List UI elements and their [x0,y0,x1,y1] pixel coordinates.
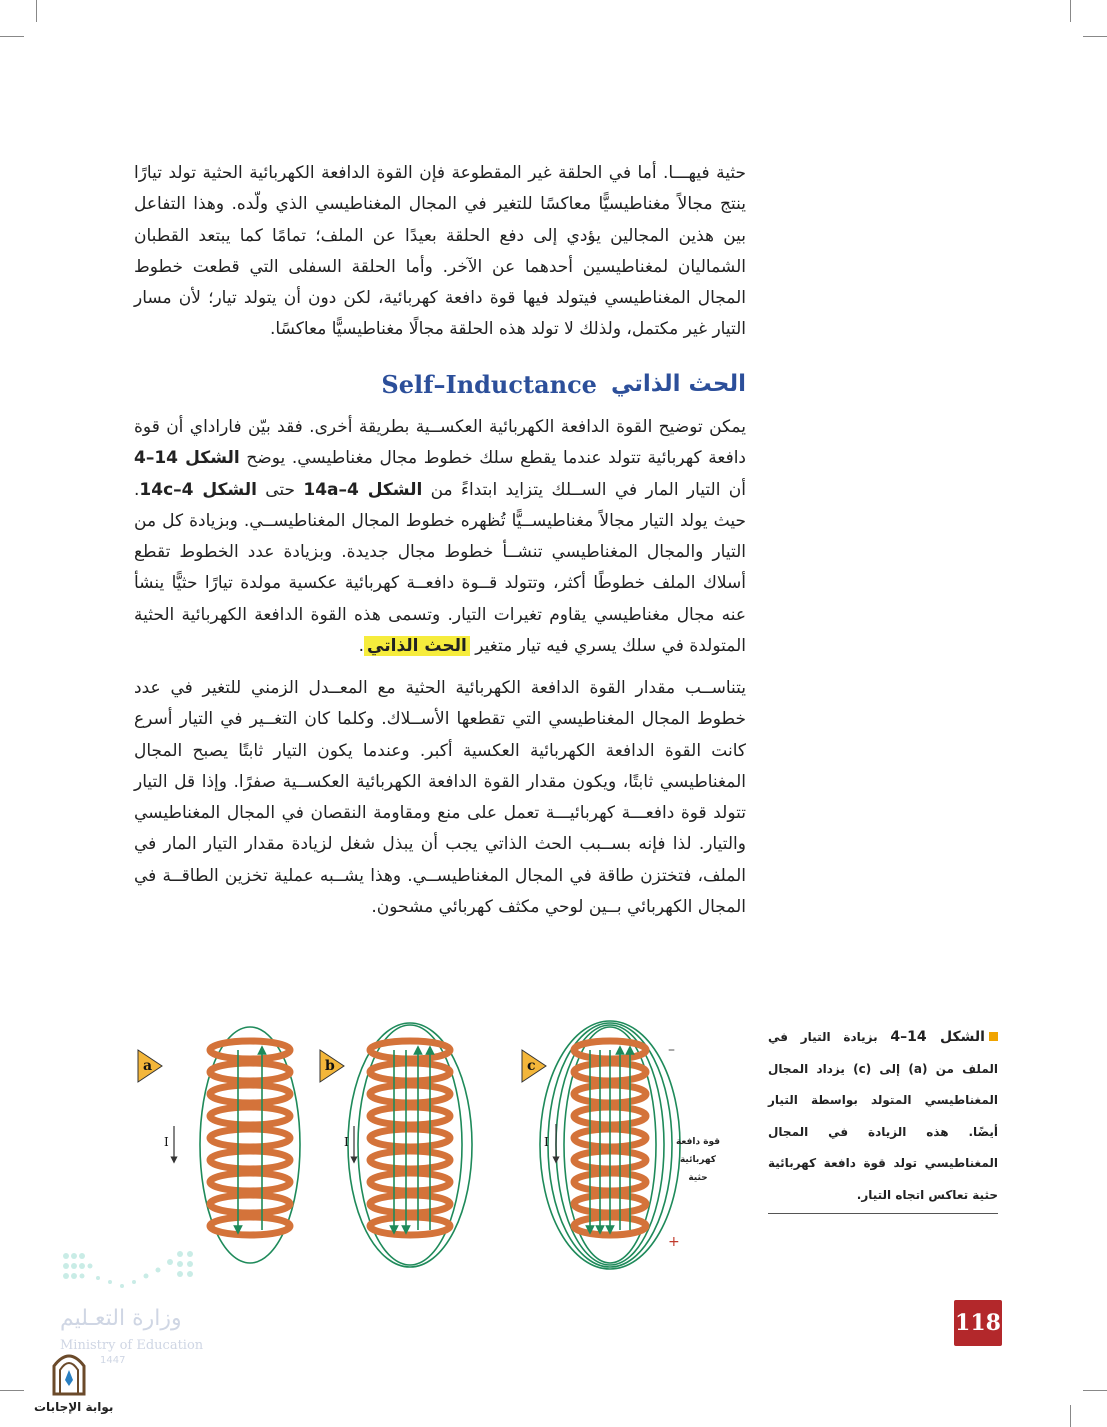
figure-caption [768,1022,998,1214]
emf-label [676,1137,720,1183]
caption-text: بزيادة التيار في الملف من (a) إلى (c) يزداد المجال المغناطيسي المتولد بواسطة التيار أيضًا. هذه الزيادة في المجال المغناطيسي تولد قوة دافعة كهربائية حثية تعاكس اتجاه التيار. [768,1030,998,1202]
body-paragraph-2 [134,412,746,662]
emf-label-line: حثية [688,1173,708,1183]
ministry-logo-dots [60,1248,200,1294]
plus-sign: + [668,1234,680,1250]
emf-label-line: قوة دافعة [675,1137,721,1147]
paragraph-text: يتناســب مقدار القوة الدافعة الكهربائية الحثية مع المعــدل الزمني للتغير في عدد خطوط المجال المغناطيسي التي تقطعها الأســلاك. وكلما كان التغــير في التيار أسرع كانت القوة الدافعة الكهربائية العكسية أكبر. وعندما يكون التيار ثابتًا يصبح المجال المغناطيسي ثابتًا، ويكون مقدار القوة الدافعة الكهربائية العكســية صفرًا. وإذا قل التيار تتولد قوة دافعـــة كهربائيـــة تعمل على منع ومقاومة النقصان في المجال المغناطيسي والتيار. لذا فإنه بســبب الحث الذاتي يجب أن يبذل شغل لزيادة مقدار التيار المار في الملف، فتختزن طاقة في المجال المغناطيســي. وهذا يشــبه عملية تخزين الطاقــة في المجال الكهربائي بــين لوحي مكثف كهربائي مشحون. [134,678,746,918]
crop-mark [36,0,37,22]
ministry-name-ar: وزارة التعـليم [60,1306,182,1331]
coil [210,1041,290,1235]
text-run: يمكن توضيح القوة الدافعة الكهربائية العكســية بطريقة أخرى. فقد بيّن فاراداي أن قوة دافعة كهربائية تتولد عندما يقطع سلك خطوط مجال مغناطيسي. يوضح [134,417,746,469]
figure-reference[interactable]: الشكل 14a–4 [303,479,423,500]
panel-label: a [143,1058,153,1074]
panel-a [138,1027,300,1263]
caption-bullet-icon [989,1032,998,1041]
text-run: حتى [256,479,304,500]
crop-mark [1070,1405,1071,1427]
solenoid-figure [120,1020,750,1270]
section-title-ar: الحث الذاتي [610,371,746,397]
portal-watermark-text: بوابة الإجابات [34,1400,114,1414]
crop-mark [1083,1390,1107,1391]
paragraph-text: حثية فيهـــا. أما في الحلقة غير المقطوعة فإن القوة الدافعة الكهربائية الحثية تولد تيارًا ينتج مجالاً مغناطيسيًّا معاكسًا للتغير في المجال المغناطيسي الذي ولّده. وهذا التفاعل بين هذين المجالين يؤدي إلى دفع الحلقة بعيدًا عن الملف؛ تمامًا كما يبتعد القطبان الشماليان لمغناطيسين أحدهما عن الآخر. وأما الحلقة السفلى التي قطعت خطوط المجال المغناطيسي فيتولد فيها قوة دافعة كهربائية، لكن دون أن يتولد تيار؛ لأن مسار التيار غير مكتمل، ولذلك لا تولد هذه الحلقة مجالًا مغناطيسيًّا معاكسًا. [134,163,746,340]
panel-c [522,1021,720,1269]
ministry-year: 1447 [100,1355,126,1366]
paragraph-text [134,412,746,662]
current-label: I [344,1135,349,1149]
minus-sign: – [668,1042,675,1058]
crop-mark [1083,36,1107,37]
portal-logo-icon [44,1346,94,1396]
body-paragraph-3 [134,673,746,923]
crop-mark [0,1390,24,1391]
figure-reference[interactable]: الشكل 14c–4 [139,479,257,500]
coil [370,1041,450,1235]
panel-label: b [325,1058,335,1074]
page-number: 118 [954,1300,1002,1346]
current-label: I [544,1135,549,1149]
panel-label: c [527,1058,536,1074]
body-paragraph-1 [134,158,746,346]
panel-b [320,1023,472,1267]
emf-label-line: كهربائية [679,1155,717,1165]
current-label: I [164,1135,169,1149]
text-run: . حيث يولد التيار مجالاً مغناطيســيًّا تُظهره خطوط المجال المغناطيســي. وبزيادة كل من التيار والمجال المغناطيسي تنشــأ خطوط مجال جديدة. وبزيادة عدد الخطوط تقطع أسلاك الملف خطوطًا أكثر، وتتولد قــوة دافعــة كهربائية عكسية مولدة تيارًا حثيًّا ينشأ عنه مجال مغناطيسي يقاوم تغيرات التيار. وتسمى هذه القوة الدافعة الكهربائية الحثية المتولدة في سلك يسري فيه تيار متغير [134,479,746,657]
highlighted-term: الحث الذاتي [364,636,470,656]
section-title-en: Self–Inductance [381,369,597,399]
figure-reference[interactable]: الشكل 14–4 [134,448,240,469]
caption-figure-label: الشكل 14–4 [890,1029,985,1045]
text-run: أن التيار المار في الســلك يتزايد ابتداءً من [422,479,746,500]
ministry-name-en: Ministry of Education [60,1338,204,1353]
text-run: . [358,636,365,657]
section-heading [380,364,746,404]
crop-mark [1070,0,1071,22]
crop-mark [0,36,24,37]
